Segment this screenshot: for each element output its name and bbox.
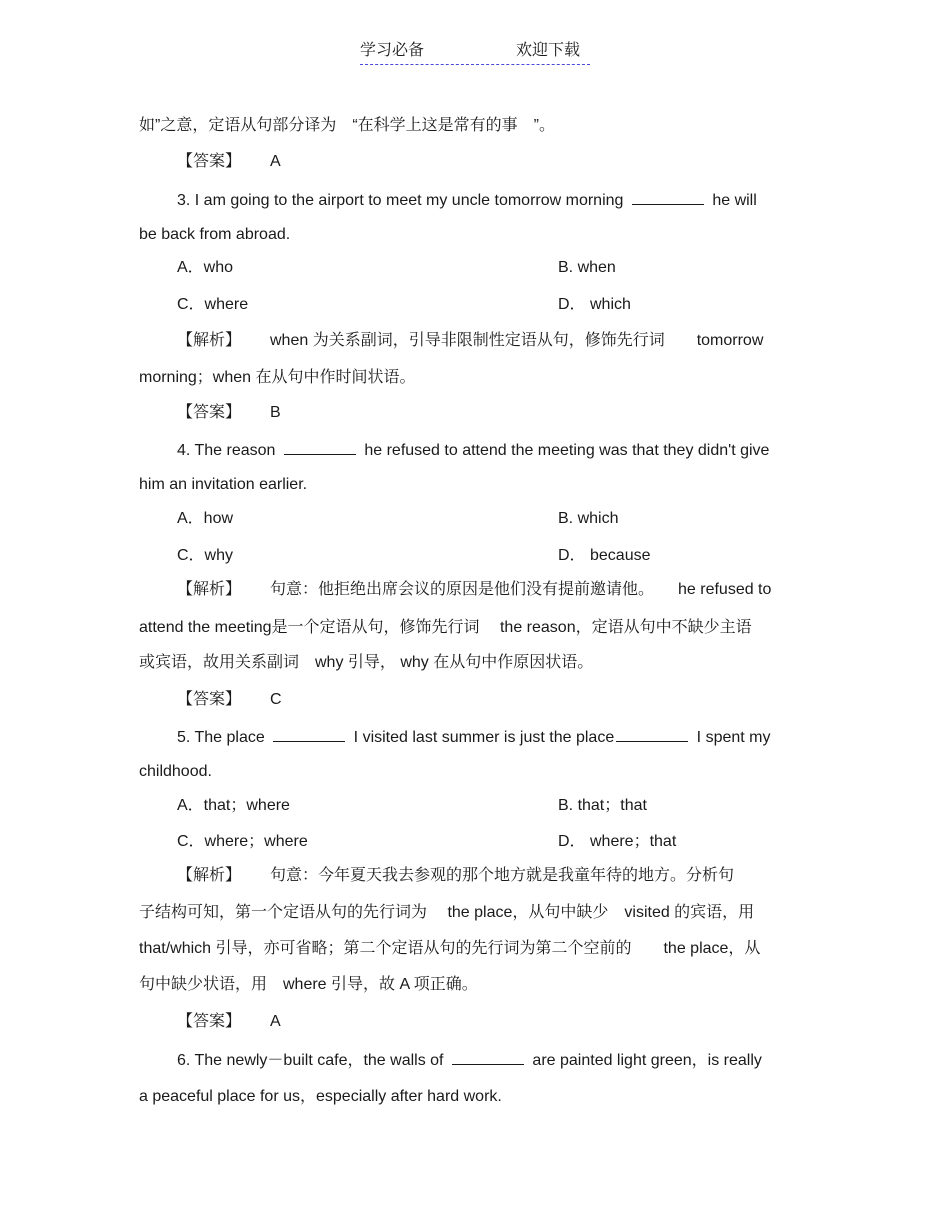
answer-tag: 【答案】 (177, 691, 242, 708)
explanation-line: 句意：他拒绝出席会议的原因是他们没有提前邀请他。 he refused to (270, 581, 772, 598)
option-d: D． because (558, 547, 651, 564)
answer-tag: 【答案】 (177, 1013, 242, 1030)
explanation-line: 子结构可知，第一个定语从句的先行词为 the place，从句中缺少 visited 的宾语，用 (139, 904, 755, 921)
question-5-text-mid: I visited last summer is just the place (353, 729, 615, 746)
header-right-text: 欢迎下载 (516, 42, 581, 59)
question-5-text: 5. The place (177, 729, 265, 746)
explanation-line: 句中缺少状语，用 where 引导，故 A 项正确。 (139, 976, 478, 993)
explanation-line: that/which 引导，亦可省略；第二个定语从句的先行词为第二个空前的 the place，从 (139, 940, 761, 957)
answer-value: A (270, 1013, 281, 1030)
header-left-text: 学习必备 (360, 42, 425, 59)
fill-blank (284, 440, 356, 455)
question-4-text-end: he refused to attend the meeting was that they didn't give (364, 442, 770, 459)
answer-tag: 【答案】 (177, 153, 242, 170)
question-4-continued: him an invitation earlier. (139, 476, 308, 493)
answer-value: C (270, 691, 282, 708)
explanation-line: morning；when 在从句中作时间状语。 (139, 369, 416, 386)
fill-blank (452, 1050, 524, 1065)
question-4-line (177, 440, 769, 461)
question-6-continued: a peaceful place for us，especially after hard work. (139, 1088, 502, 1105)
option-a: A．who (177, 259, 234, 276)
option-c: C．where；where (177, 833, 308, 850)
fill-blank (616, 727, 688, 742)
question-5-continued: childhood. (139, 763, 212, 780)
fill-blank (632, 190, 704, 205)
option-a: A．how (177, 510, 234, 527)
option-c: C．where (177, 296, 249, 313)
question-6-text-end: are painted light green，is really (532, 1052, 762, 1069)
option-b: B. that；that (558, 797, 647, 814)
explanation-tag: 【解析】 (177, 332, 242, 349)
option-c: C．why (177, 547, 234, 564)
explanation-line: attend the meeting是一个定语从句，修饰先行词 the reason，定语从句中不缺少主语 (139, 619, 752, 636)
question-3-line (177, 190, 757, 211)
question-4-text: 4. The reason (177, 442, 276, 459)
explanation-line: when 为关系副词，引导非限制性定语从句，修饰先行词 tomorrow (270, 332, 764, 349)
question-3-continued: be back from abroad. (139, 226, 291, 243)
question-3-text: 3. I am going to the airport to meet my uncle tomorrow morning (177, 192, 624, 209)
question-6-text: 6. The newly－built cafe，the walls of (177, 1052, 444, 1069)
explanation-line: 或宾语，故用关系副词 why 引导， why 在从句中作原因状语。 (139, 654, 594, 671)
question-3-text-end: he will (712, 192, 757, 209)
fill-blank (273, 727, 345, 742)
question-6-line (177, 1050, 762, 1071)
answer-value: A (270, 153, 281, 170)
page-header (360, 40, 590, 65)
explanation-tag: 【解析】 (177, 581, 242, 598)
question-5-text-end: I spent my (696, 729, 771, 746)
question-5-line (177, 727, 770, 748)
answer-line (177, 152, 241, 172)
option-d: D． which (558, 296, 631, 313)
explanation-line: 句意：今年夏天我去参观的那个地方就是我童年待的地方。分析句 (270, 867, 735, 884)
option-a: A．that；where (177, 797, 290, 814)
answer-value: B (270, 404, 281, 421)
explanation-line: 如”之意，定语从句部分译为 “在科学上这是常有的事 ”。 (139, 117, 555, 134)
explanation-tag: 【解析】 (177, 867, 242, 884)
option-b: B. when (558, 259, 616, 276)
option-d: D． where；that (558, 833, 677, 850)
answer-tag: 【答案】 (177, 404, 242, 421)
option-b: B. which (558, 510, 619, 527)
